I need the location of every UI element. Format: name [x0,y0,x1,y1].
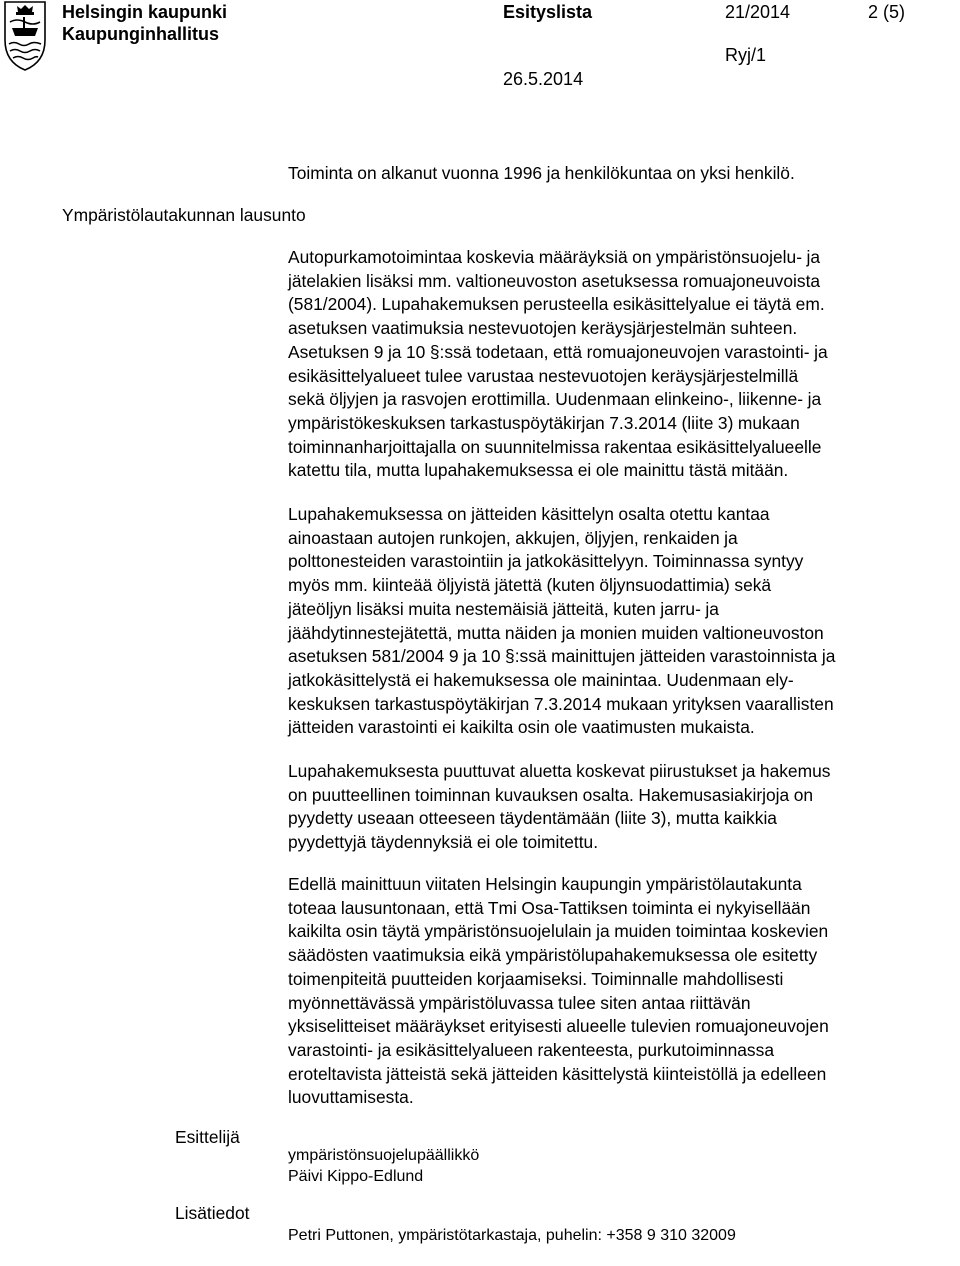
paragraph-line: eroteltavista jätteistä sekä jätteiden käsittelystä kiinteistöllä ja edelleen [288,1063,827,1084]
paragraph-line: myönnettävässä ympäristöluvassa tulee siten antaa riittävän [288,992,751,1013]
paragraph-line: ympäristökeskuksen tarkastuspöytäkirjan 7.3.2014 (liite 3) mukaan [288,412,800,433]
statement-label: Ympäristölautakunnan lausunto [62,205,306,225]
paragraph-line: jäteöljyn lisäksi muita nestemäisiä jätteitä, kuten jarru- ja [288,598,719,619]
paragraph-line: toiminnanharjoittajalla on suunnitelmissa rakentaa esikäsittelyalueelle [288,436,822,457]
paragraph-line: Autopurkamotoimintaa koskevia määräyksiä on ympäristönsuojelu- ja [288,247,821,267]
paragraph-line: kaikilta osin täytä ympäristönsuojelulain ja muiden toimintaa koskevien [288,921,829,942]
paragraph-line: myös mm. kiinteää öljyistä jätettä (kuten öljynsuodattimia) sekä [288,575,772,596]
paragraph-line: pyydetty useaan otteeseen täydentämään (liite 3), mutta kaikkia [288,808,777,829]
paragraph-1 [288,246,828,483]
paragraph-line: sekä öljyjen ja rasvojen erottimilla. Uudenmaan elinkeino-, liikenne- ja [288,389,822,410]
paragraph-line: jätelakien lisäksi mm. valtioneuvoston asetuksessa romuajoneuvoista [288,270,821,291]
paragraph-line: keskuksen tarkastuspöytäkirjan 7.3.2014 mukaan yrityksen vaarallisten [288,693,834,714]
paragraph-line: Lupahakemuksessa on jätteiden käsittelyn osalta otettu kantaa [288,504,770,524]
paragraph-line: Lupahakemuksesta puuttuvat aluetta koskevat piirustukset ja hakemus [288,761,831,781]
contact-label: Lisätiedot [175,1203,250,1223]
paragraph-line: Edellä mainittuun viitaten Helsingin kaupungin ympäristölautakunta [288,874,802,894]
paragraph-line: polttonesteiden varastointiin ja jatkokäsittelyyn. Toiminnassa syntyy [288,551,804,572]
paragraph-line: jatkokäsittelystä ei hakemuksessa ole mainintaa. Uudenmaan ely- [288,669,794,690]
org-unit: Kaupunginhallitus [62,24,219,44]
paragraph-line: asetuksen vaatimuksia nestevuotojen keräysjärjestelmän suhteen. [288,318,798,339]
document-number: 21/2014 [725,2,791,22]
paragraph-4 [288,873,829,1110]
paragraph-line: toimenpiteitä puutteiden korjaamiseksi. Toiminnalle mahdollisesti [288,968,784,989]
paragraph-line: säädösten vaatimuksia eikä ympäristölupahakemuksessa ole esitetty [288,945,818,966]
paragraph-line: (581/2004). Lupahakemuksen perusteella esikäsittelyalue ei täytä em. [288,294,825,315]
paragraph-line: toteaa lausuntonaan, että Tmi Osa-Tattiksen toiminta ei nykyisellään [288,897,811,918]
contact-details: Petri Puttonen, ympäristötarkastaja, puhelin: +358 9 310 32009 [288,1227,736,1244]
paragraph-3 [288,760,830,855]
paragraph-line: luovuttamisesta. [288,1087,414,1108]
presenter-title: ympäristönsuojelupäällikkö [288,1147,480,1164]
paragraph-line: varastointi- ja esikäsittelyalueen rakenteesta, purkutoiminnassa [288,1039,774,1060]
paragraph-line: on puutteellinen toiminnan kuvauksen osalta. Hakemusasiakirjoja on [288,784,814,805]
paragraph-line: katettu tila, mutta lupahakemuksessa ei ole mainittu tästä mitään. [288,460,789,481]
section-code: Ryj/1 [725,45,767,65]
paragraph-line: yksiselitteiset määräykset erityisesti alueelle tulevien romuajoneuvojen [288,1016,829,1037]
presenter-name: Päivi Kippo-Edlund [288,1168,424,1185]
paragraph-line: Asetuksen 9 ja 10 §:ssä todetaan, että romuajoneuvojen varastointi- ja [288,341,828,362]
document-date: 26.5.2014 [503,69,584,89]
page-number: 2 (5) [868,2,906,22]
helsinki-coat-of-arms-logo [2,0,48,72]
paragraph-line: asetuksen 581/2004 9 ja 10 §:ssä mainittujen jätteiden varastoinnista ja [288,646,836,667]
paragraph-line: ainoastaan autojen runkojen, akkujen, öljyjen, renkaiden ja [288,527,738,548]
paragraph-line: jätteiden varastointi ei kaikilta osin ole vaatimusten mukaista. [288,717,755,738]
document-type: Esityslista [503,2,593,22]
paragraph-line: pyydettyjä täydennyksiä ei ole toimitettu. [288,832,599,853]
org-name: Helsingin kaupunki [62,2,228,22]
presenter-label: Esittelijä [175,1127,240,1147]
intro-line: Toiminta on alkanut vuonna 1996 ja henkilökuntaa on yksi henkilö. [288,163,795,183]
paragraph-2 [288,503,835,740]
paragraph-line: jäähdytinnestejätettä, mutta näiden ja monien muiden valtioneuvoston [288,622,824,643]
paragraph-line: esikäsittelyalueet tulee varustaa nestevuotojen keräysjärjestelmillä [288,365,799,386]
